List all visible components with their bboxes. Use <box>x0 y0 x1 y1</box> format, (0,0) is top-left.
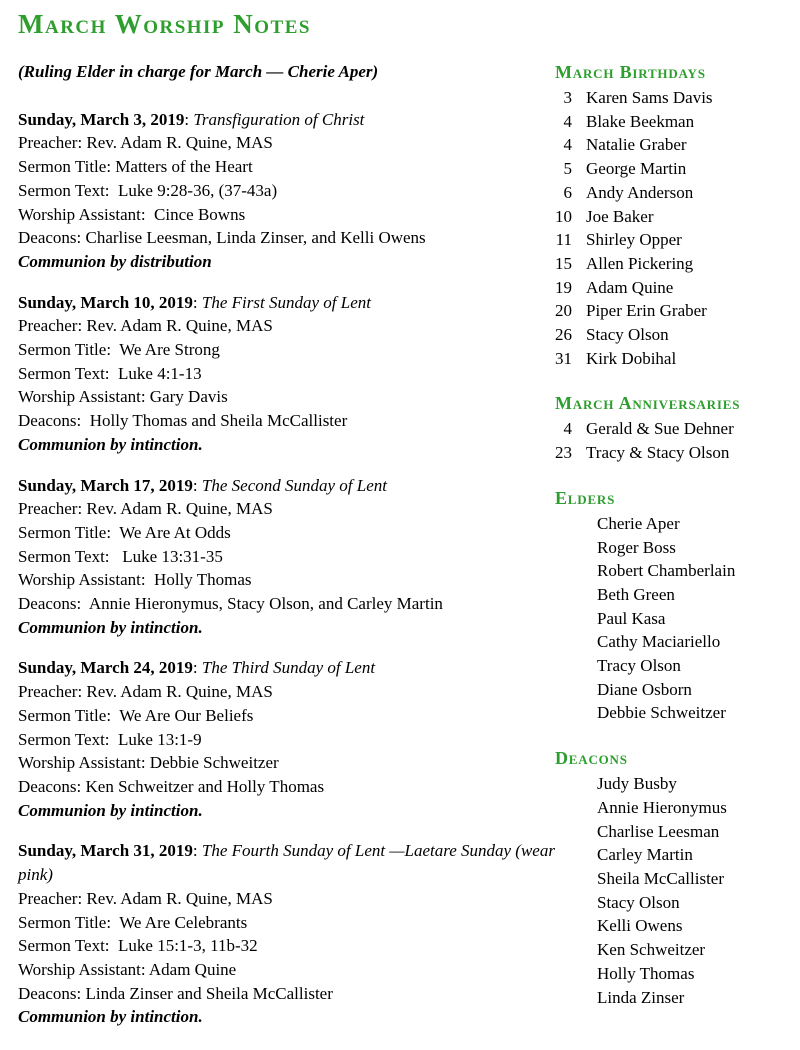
service-details <box>18 680 555 799</box>
anniversaries-section <box>555 391 792 464</box>
elders-heading: Elders <box>555 487 616 508</box>
service-heading <box>18 474 555 498</box>
anniversary-item <box>555 441 792 465</box>
service-detail-line: Sermon Title: We Are Our Beliefs <box>18 705 254 725</box>
elders-section <box>555 486 792 725</box>
deacon-name: Ken Schweitzer <box>597 940 706 960</box>
birthday-item <box>555 205 792 229</box>
service-detail-line: Worship Assistant: Debbie Schweitzer <box>18 753 279 773</box>
elder-name: Debbie Schweitzer <box>597 703 726 723</box>
service-separator: : <box>184 109 194 129</box>
service-detail-line: Sermon Text: Luke 4:1-13 <box>18 363 202 383</box>
service-date: Sunday, March 17, 2019 <box>18 475 193 495</box>
service-detail-line: Sermon Title: We Are Strong <box>18 340 220 360</box>
service-heading <box>18 839 560 886</box>
birthday-day: 4 <box>563 135 572 155</box>
birthday-name: Piper Erin Graber <box>586 301 707 321</box>
anniversary-day: 23 <box>555 443 572 463</box>
anniversary-day: 4 <box>563 419 572 439</box>
service-detail-line: Sermon Title: We Are At Odds <box>18 522 231 542</box>
birthdays-list <box>555 86 792 370</box>
birthday-name: Natalie Graber <box>586 135 687 155</box>
elder-name: Cherie Aper <box>597 513 680 533</box>
service-details <box>18 887 555 1006</box>
service-entry-march-3 <box>18 108 555 274</box>
communion-note: Communion by intinction. <box>18 1007 203 1027</box>
birthday-name: George Martin <box>586 159 687 179</box>
service-detail-line: Worship Assistant: Gary Davis <box>18 387 228 407</box>
elder-name: Beth Green <box>597 584 675 604</box>
elder-name: Paul Kasa <box>597 608 666 628</box>
birthday-day: 15 <box>555 253 572 273</box>
birthday-name: Andy Anderson <box>586 182 694 202</box>
sidebar-column <box>555 60 792 1046</box>
birthday-name: Shirley Opper <box>586 230 682 250</box>
deacon-name: Judy Busby <box>597 774 677 794</box>
birthday-item <box>555 181 792 205</box>
service-date: Sunday, March 3, 2019 <box>18 109 185 129</box>
service-detail-line: Sermon Text: Luke 9:28-36, (37-43a) <box>18 180 278 200</box>
deacon-name: Holly Thomas <box>597 963 695 983</box>
communion-note: Communion by intinction. <box>18 617 203 637</box>
service-title: Transfiguration of Christ <box>193 109 365 129</box>
deacon-name: Charlise Leesman <box>597 821 720 841</box>
service-detail-line: Worship Assistant: Adam Quine <box>18 959 237 979</box>
service-detail-line: Sermon Text: Luke 13:31-35 <box>18 546 223 566</box>
service-heading <box>18 108 555 132</box>
birthday-day: 6 <box>563 182 572 202</box>
communion-note: Communion by intinction. <box>18 434 203 454</box>
elder-name: Diane Osborn <box>597 679 692 699</box>
elders-list <box>555 512 792 725</box>
deacon-name: Stacy Olson <box>597 892 680 912</box>
service-entry-march-31 <box>18 839 560 1029</box>
service-detail-line: Sermon Text: Luke 15:1-3, 11b-32 <box>18 936 258 956</box>
service-heading <box>18 656 555 680</box>
service-detail-line: Deacons: Charlise Leesman, Linda Zinser, and Kelli Owens <box>18 228 426 248</box>
birthday-item <box>555 110 792 134</box>
birthday-day: 26 <box>555 325 572 345</box>
service-entry-march-10 <box>18 291 555 457</box>
service-details <box>18 131 555 250</box>
service-title: The First Sunday of Lent <box>201 292 371 312</box>
birthday-day: 19 <box>555 277 572 297</box>
worship-notes-column <box>18 60 560 1046</box>
birthday-day: 11 <box>555 230 572 250</box>
birthday-item <box>555 133 792 157</box>
birthday-day: 20 <box>555 301 572 321</box>
service-detail-line: Preacher: Rev. Adam R. Quine, MAS <box>18 499 273 519</box>
deacons-section <box>555 746 792 1009</box>
elder-name: Tracy Olson <box>597 656 681 676</box>
birthday-day: 31 <box>555 348 572 368</box>
elder-name: Cathy Maciariello <box>597 632 721 652</box>
service-detail-line: Deacons: Holly Thomas and Sheila McCallister <box>18 411 348 431</box>
birthday-item <box>555 323 792 347</box>
service-detail-line: Preacher: Rev. Adam R. Quine, MAS <box>18 682 273 702</box>
service-detail-line: Sermon Title: We Are Celebrants <box>18 912 248 932</box>
ruling-elder-note: (Ruling Elder in charge for March — Cherie Aper) <box>18 62 379 81</box>
birthday-item <box>555 276 792 300</box>
service-title: The Second Sunday of Lent <box>201 475 387 495</box>
service-detail-line: Worship Assistant: Holly Thomas <box>18 570 252 590</box>
deacons-list <box>555 772 792 1009</box>
service-separator: : <box>192 658 202 678</box>
birthday-name: Adam Quine <box>586 277 674 297</box>
service-detail-line: Preacher: Rev. Adam R. Quine, MAS <box>18 133 273 153</box>
birthday-item <box>555 252 792 276</box>
birthday-item <box>555 86 792 110</box>
birthday-day: 3 <box>563 88 572 107</box>
service-entry-march-24 <box>18 656 555 822</box>
birthday-name: Allen Pickering <box>586 253 694 273</box>
birthday-name: Blake Beekman <box>586 111 695 131</box>
page-title: March Worship Notes <box>18 9 311 39</box>
birthday-name: Kirk Dobihal <box>586 348 677 368</box>
content-columns <box>18 60 792 1046</box>
birthdays-section <box>555 60 792 370</box>
service-title: The Third Sunday of Lent <box>201 658 376 678</box>
birthday-name: Joe Baker <box>586 206 654 226</box>
deacon-name: Linda Zinser <box>597 987 685 1007</box>
communion-note: Communion by intinction. <box>18 800 203 820</box>
birthday-item <box>555 347 792 371</box>
service-date: Sunday, March 24, 2019 <box>18 658 193 678</box>
service-detail-line: Deacons: Annie Hieronymus, Stacy Olson, and Carley Martin <box>18 594 443 614</box>
elder-name: Robert Chamberlain <box>597 561 736 581</box>
service-detail-line: Sermon Title: Matters of the Heart <box>18 157 253 177</box>
service-separator: : <box>192 841 202 861</box>
service-detail-line: Deacons: Linda Zinser and Sheila McCallister <box>18 983 333 1003</box>
elder-name: Roger Boss <box>597 537 676 557</box>
birthday-item <box>555 157 792 181</box>
service-details <box>18 314 555 433</box>
service-separator: : <box>192 292 202 312</box>
communion-note: Communion by distribution <box>18 251 212 271</box>
service-entry-march-17 <box>18 474 555 640</box>
birthday-day: 4 <box>563 111 572 131</box>
service-separator: : <box>192 475 202 495</box>
anniversaries-list <box>555 417 792 464</box>
anniversary-item <box>555 417 792 441</box>
service-details <box>18 497 555 616</box>
deacons-heading: Deacons <box>555 748 628 769</box>
service-date: Sunday, March 31, 2019 <box>18 841 193 861</box>
service-detail-line: Preacher: Rev. Adam R. Quine, MAS <box>18 316 273 336</box>
service-detail-line: Preacher: Rev. Adam R. Quine, MAS <box>18 888 273 908</box>
birthday-day: 5 <box>563 159 572 179</box>
service-title: The Fourth Sunday of Lent —Laetare Sunday (wear pink) <box>18 841 560 885</box>
deacon-name: Sheila McCallister <box>597 868 725 888</box>
deacon-name: Annie Hieronymus <box>597 797 727 817</box>
birthday-name: Stacy Olson <box>586 325 669 345</box>
deacon-name: Carley Martin <box>597 845 693 865</box>
birthday-day: 10 <box>555 206 572 226</box>
service-heading <box>18 291 555 315</box>
anniversary-name: Gerald & Sue Dehner <box>586 419 734 439</box>
service-detail-line: Sermon Text: Luke 13:1-9 <box>18 729 202 749</box>
service-date: Sunday, March 10, 2019 <box>18 292 193 312</box>
service-detail-line: Worship Assistant: Cince Bowns <box>18 204 246 224</box>
service-detail-line: Deacons: Ken Schweitzer and Holly Thomas <box>18 776 325 796</box>
deacon-name: Kelli Owens <box>597 916 683 936</box>
anniversary-name: Tracy & Stacy Olson <box>586 443 730 463</box>
birthday-item <box>555 228 792 252</box>
birthday-item <box>555 299 792 323</box>
birthday-name: Karen Sams Davis <box>586 88 713 107</box>
birthdays-heading: March Birthdays <box>555 62 706 82</box>
anniversaries-heading: March Anniversaries <box>555 393 741 414</box>
